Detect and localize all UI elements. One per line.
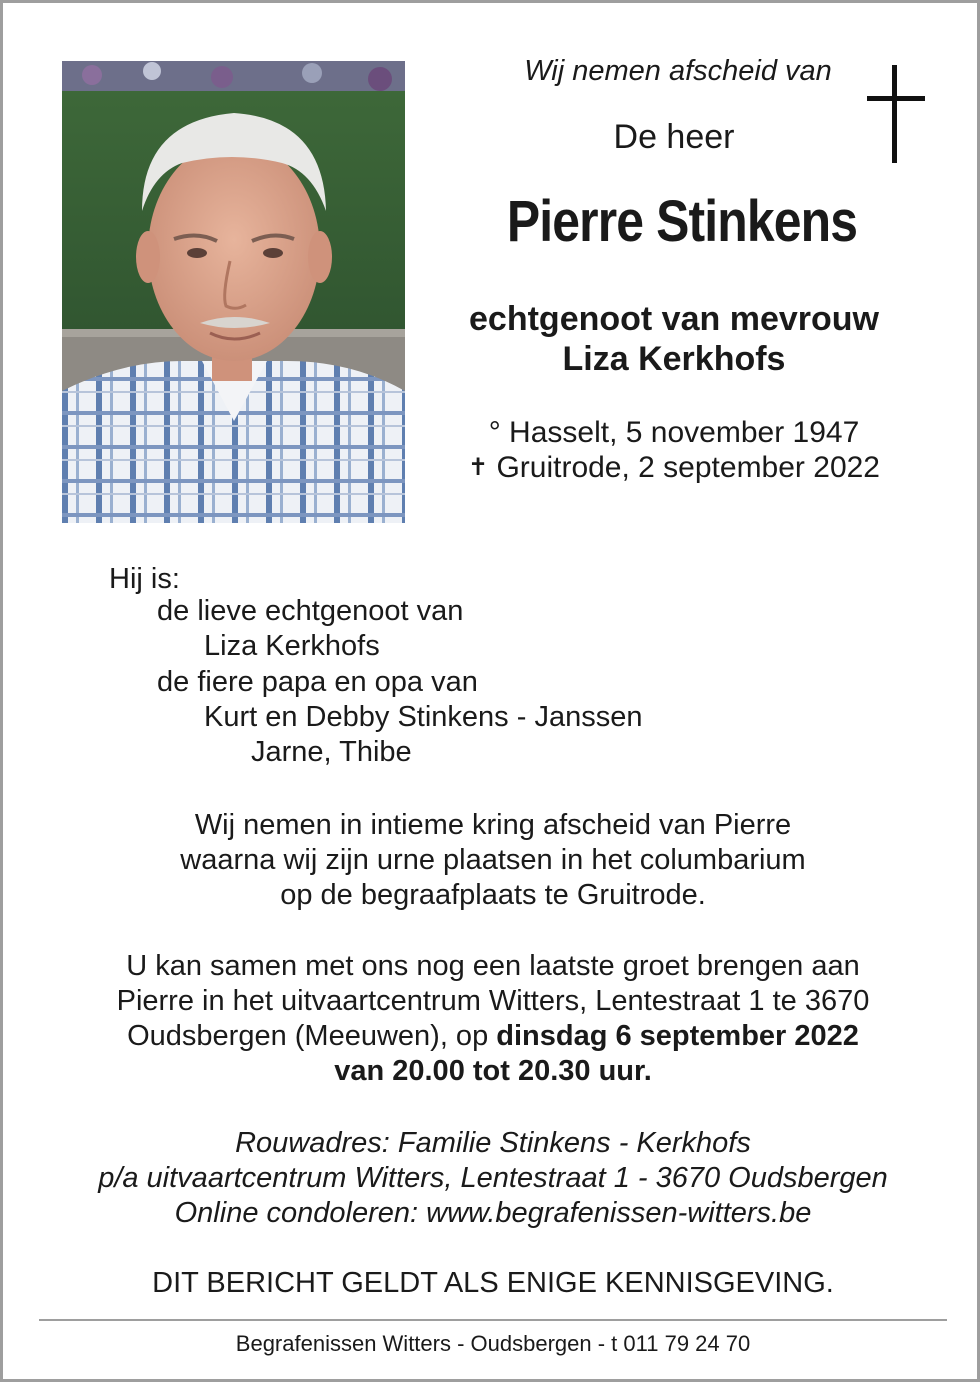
relation-line: de fiere papa en opa van bbox=[157, 666, 478, 698]
spouse-block bbox=[439, 299, 909, 379]
relation-line: Liza Kerkhofs bbox=[204, 630, 380, 662]
condolence-line: Online condoleren: www.begrafenissen-witters.be bbox=[174, 1197, 812, 1229]
footer-divider bbox=[39, 1319, 947, 1321]
footer-text: Begrafenissen Witters - Oudsbergen - t 011 79 24 70 bbox=[235, 1331, 751, 1356]
visit-date: dinsdag 6 september 2022 bbox=[496, 1020, 859, 1052]
farewell-paragraph bbox=[23, 808, 963, 913]
visit-paragraph bbox=[23, 949, 963, 1089]
visit-location-text: Oudsbergen (Meeuwen), op bbox=[127, 1020, 497, 1052]
death-date-text: Gruitrode, 2 september 2022 bbox=[496, 451, 880, 484]
address-block bbox=[23, 1126, 963, 1231]
small-cross-icon: ✝ bbox=[467, 454, 489, 481]
visit-line: U kan samen met ons nog een laatste groet brengen aan bbox=[126, 950, 860, 982]
visit-time: van 20.00 tot 20.30 uur. bbox=[334, 1055, 652, 1087]
address-line: p/a uitvaartcentrum Witters, Lentestraat 1 - 3670 Oudsbergen bbox=[98, 1162, 888, 1194]
deceased-name: Pierre Stinkens bbox=[506, 189, 858, 254]
relation-line: Jarne, Thibe bbox=[251, 736, 412, 768]
death-date bbox=[439, 451, 909, 485]
visit-line bbox=[23, 1019, 963, 1054]
farewell-line: Wij nemen in intieme kring afscheid van Pierre bbox=[194, 809, 792, 841]
intro-text: Wij nemen afscheid van bbox=[524, 55, 832, 87]
portrait-image bbox=[62, 61, 405, 523]
notice-text: DIT BERICHT GELDT ALS ENIGE KENNISGEVING. bbox=[152, 1267, 834, 1299]
relation-line: Kurt en Debby Stinkens - Janssen bbox=[204, 701, 643, 733]
relation-line: de lieve echtgenoot van bbox=[157, 595, 464, 627]
farewell-line: op de begraafplaats te Gruitrode. bbox=[280, 879, 706, 911]
spouse-line-2: Liza Kerkhofs bbox=[562, 340, 786, 378]
visit-line: Pierre in het uitvaartcentrum Witters, Lentestraat 1 te 3670 bbox=[116, 985, 870, 1017]
farewell-line: waarna wij zijn urne plaatsen in het columbarium bbox=[180, 844, 806, 876]
birth-date: ° Hasselt, 5 november 1947 bbox=[488, 416, 860, 449]
portrait-photo bbox=[62, 61, 405, 523]
spouse-line-1: echtgenoot van mevrouw bbox=[469, 300, 879, 338]
address-line: Rouwadres: Familie Stinkens - Kerkhofs bbox=[235, 1127, 751, 1159]
relations-heading: Hij is: bbox=[109, 563, 180, 595]
honorific: De heer bbox=[613, 118, 735, 156]
